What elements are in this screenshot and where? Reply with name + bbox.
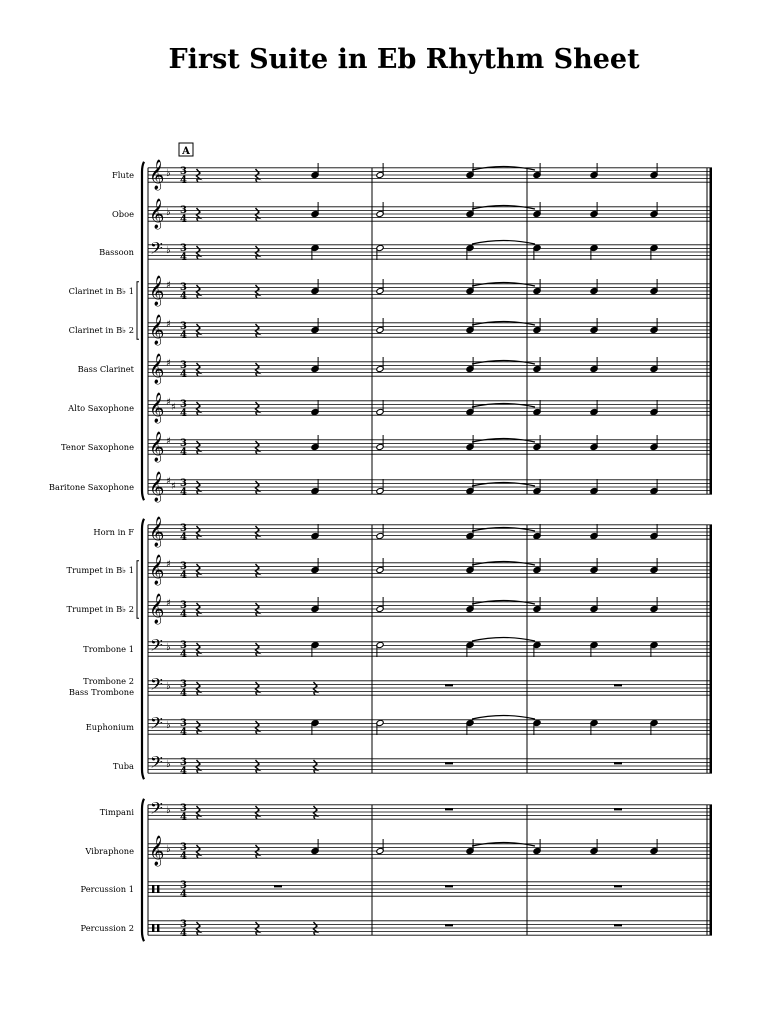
instrument-name: Trombone 2 Bass Trombone	[68, 676, 134, 697]
time-signature-bottom: 4	[180, 214, 187, 225]
percussion-clef-icon	[152, 924, 154, 931]
whole-rest	[445, 924, 453, 926]
staff	[86, 713, 712, 738]
instrument-name: Oboe	[111, 209, 134, 219]
time-signature-top: 3	[180, 166, 187, 177]
staff	[112, 198, 712, 230]
time-signature-top: 3	[180, 880, 187, 891]
time-signature-bottom: 4	[180, 330, 187, 341]
treble-clef-icon: 𝄞	[149, 276, 165, 306]
staff	[93, 516, 712, 548]
time-signature-top: 3	[180, 919, 187, 930]
whole-rest	[445, 762, 453, 764]
time-signature-top: 3	[180, 718, 187, 729]
staff	[67, 392, 712, 424]
treble-clef-icon: 𝄞	[149, 160, 165, 190]
time-signature-top: 3	[180, 321, 187, 332]
quarter-rest	[256, 682, 260, 695]
time-signature-top: 3	[180, 679, 187, 690]
time-signature-bottom: 4	[180, 291, 187, 302]
quarter-rest	[256, 721, 260, 734]
quarter-rest	[197, 564, 201, 577]
flat-icon: ♭	[166, 168, 171, 179]
treble-clef-icon: 𝄞	[149, 432, 165, 462]
quarter-rest	[256, 922, 260, 935]
barline-group	[142, 162, 712, 500]
treble-clef-icon: 𝄞	[149, 836, 165, 866]
treble-clef-icon: 𝄞	[149, 594, 165, 624]
instrument-name: Percussion 2	[80, 923, 134, 933]
quarter-rest	[314, 806, 318, 819]
quarter-rest	[197, 643, 201, 656]
final-barline-thick	[710, 805, 713, 935]
sub-bracket	[137, 561, 139, 618]
instrument-name: Percussion 1	[80, 884, 134, 894]
time-signature-top: 3	[180, 561, 187, 572]
tie	[472, 638, 535, 642]
quarter-rest	[197, 481, 201, 494]
tie	[472, 322, 535, 326]
quarter-rest	[197, 208, 201, 221]
quarter-rest	[197, 246, 201, 259]
final-barline-thick	[710, 168, 713, 494]
section-bracket	[142, 162, 144, 500]
quarter-rest	[197, 682, 201, 695]
sub-bracket	[137, 282, 139, 339]
instrument-name: Euphonium	[85, 722, 134, 732]
time-signature-top: 3	[180, 803, 187, 814]
instrument-name: Bass Clarinet	[77, 364, 134, 374]
instrument-name: Timpani	[99, 807, 134, 817]
whole-rest	[614, 808, 622, 810]
tie	[472, 439, 535, 443]
time-signature-bottom: 4	[180, 609, 187, 620]
quarter-rest	[197, 363, 201, 376]
flat-icon: ♭	[166, 844, 171, 855]
sharp-icon: ♯	[166, 319, 171, 330]
staff	[113, 752, 712, 777]
time-signature-bottom: 4	[180, 851, 187, 862]
staff	[100, 798, 712, 823]
whole-rest	[445, 684, 453, 686]
quarter-rest	[256, 603, 260, 616]
sharp-icon: ♯	[166, 598, 171, 609]
time-signature-top: 3	[180, 205, 187, 216]
time-signature-bottom: 4	[180, 447, 187, 458]
whole-rest	[445, 885, 453, 887]
whole-rest	[445, 808, 453, 810]
barline-group	[142, 799, 712, 941]
instrument-name: Tenor Saxophone	[61, 442, 134, 452]
quarter-rest	[256, 481, 260, 494]
time-signature-top: 3	[180, 282, 187, 293]
section-bracket	[142, 799, 144, 941]
quarter-rest	[197, 845, 201, 858]
time-signature-bottom: 4	[180, 532, 187, 543]
tie	[472, 843, 535, 847]
time-signature-bottom: 4	[180, 570, 187, 581]
time-signature-top: 3	[180, 640, 187, 651]
final-barline-thick	[710, 525, 713, 773]
treble-clef-icon: 𝄞	[149, 472, 165, 502]
quarter-rest	[197, 169, 201, 182]
staff	[99, 238, 712, 263]
sharp-icon: ♯	[166, 436, 171, 447]
whole-rest	[614, 684, 622, 686]
time-signature-top: 3	[180, 360, 187, 371]
staff	[69, 314, 712, 346]
quarter-rest	[197, 324, 201, 337]
bass-clef-icon: 𝄢	[150, 798, 163, 822]
tie	[472, 167, 535, 171]
time-signature-top: 3	[180, 757, 187, 768]
sharp-icon: ♯	[166, 559, 171, 570]
whole-rest	[614, 924, 622, 926]
sharp-icon: ♯	[171, 402, 176, 413]
staff	[69, 674, 712, 699]
time-signature-top: 3	[180, 523, 187, 534]
flat-icon: ♭	[166, 207, 171, 218]
quarter-rest	[314, 682, 318, 695]
time-signature-bottom: 4	[180, 408, 187, 419]
whole-rest	[274, 885, 282, 887]
time-signature-bottom: 4	[180, 487, 187, 498]
tie	[472, 562, 535, 566]
quarter-rest	[256, 564, 260, 577]
tie	[472, 206, 535, 210]
quarter-rest	[197, 402, 201, 415]
quarter-rest	[256, 441, 260, 454]
treble-clef-icon: 𝄞	[149, 517, 165, 547]
time-signature-bottom: 4	[180, 889, 187, 900]
treble-clef-icon: 𝄞	[149, 393, 165, 423]
bass-clef-icon: 𝄢	[150, 674, 163, 698]
quarter-rest	[256, 246, 260, 259]
treble-clef-icon: 𝄞	[149, 354, 165, 384]
percussion-clef-icon	[157, 885, 159, 892]
flat-icon: ♭	[166, 245, 171, 256]
quarter-rest	[256, 845, 260, 858]
flat-icon: ♭	[166, 759, 171, 770]
time-signature-bottom: 4	[180, 727, 187, 738]
flat-icon: ♭	[166, 720, 171, 731]
bass-clef-icon: 𝄢	[150, 713, 163, 737]
instrument-name: Trombone 1	[83, 644, 134, 654]
quarter-rest	[256, 169, 260, 182]
tie	[472, 716, 535, 720]
quarter-rest	[256, 324, 260, 337]
time-signature-bottom: 4	[180, 928, 187, 939]
instrument-name: Flute	[112, 170, 134, 180]
percussion-clef-icon	[157, 924, 159, 931]
staff	[80, 919, 712, 939]
instrument-name: Horn in F	[93, 527, 134, 537]
tie	[472, 241, 535, 245]
quarter-rest	[197, 721, 201, 734]
flat-icon: ♭	[166, 681, 171, 692]
quarter-rest	[314, 922, 318, 935]
quarter-rest	[256, 363, 260, 376]
tie	[472, 601, 535, 605]
time-signature-bottom: 4	[180, 252, 187, 263]
score-title: First Suite in Eb Rhythm Sheet	[168, 44, 640, 75]
quarter-rest	[197, 603, 201, 616]
time-signature-bottom: 4	[180, 766, 187, 777]
staff	[67, 593, 712, 625]
treble-clef-icon: 𝄞	[149, 315, 165, 345]
sharp-icon: ♯	[166, 280, 171, 291]
instrument-name: Bassoon	[99, 247, 134, 257]
quarter-rest	[314, 760, 318, 773]
rehearsal-mark	[179, 143, 193, 157]
quarter-rest	[197, 806, 201, 819]
section-bracket	[142, 519, 144, 779]
rehearsal-mark-label: A	[182, 146, 190, 157]
quarter-rest	[256, 526, 260, 539]
staff	[83, 635, 712, 660]
staff	[69, 275, 712, 307]
instrument-name: Tuba	[112, 761, 134, 771]
time-signature-bottom: 4	[180, 812, 187, 823]
percussion-clef-icon	[152, 885, 154, 892]
quarter-rest	[256, 285, 260, 298]
time-signature-top: 3	[180, 399, 187, 410]
bass-clef-icon: 𝄢	[150, 238, 163, 262]
tie	[472, 283, 535, 287]
quarter-rest	[197, 285, 201, 298]
time-signature-top: 3	[180, 438, 187, 449]
quarter-rest	[256, 806, 260, 819]
instrument-name: Trumpet in B♭ 1	[66, 565, 134, 575]
staff	[112, 159, 712, 191]
time-signature-top: 3	[180, 842, 187, 853]
bass-clef-icon: 𝄢	[150, 752, 163, 776]
sharp-icon: ♯	[166, 476, 171, 487]
quarter-rest	[256, 208, 260, 221]
flat-icon: ♭	[166, 805, 171, 816]
instrument-name: Clarinet in B♭ 2	[68, 325, 134, 335]
instrument-name: Alto Saxophone	[68, 403, 134, 413]
instrument-name: Vibraphone	[85, 846, 134, 856]
quarter-rest	[256, 402, 260, 415]
instrument-name: Trumpet in B♭ 2	[66, 604, 134, 614]
sharp-icon: ♯	[171, 481, 176, 492]
time-signature-bottom: 4	[180, 688, 187, 699]
staff	[67, 554, 712, 586]
time-signature-bottom: 4	[180, 649, 187, 660]
quarter-rest	[197, 441, 201, 454]
time-signature-top: 3	[180, 600, 187, 611]
time-signature-top: 3	[180, 243, 187, 254]
treble-clef-icon: 𝄞	[149, 555, 165, 585]
quarter-rest	[256, 643, 260, 656]
time-signature-top: 3	[180, 478, 187, 489]
quarter-rest	[197, 760, 201, 773]
instrument-name: Clarinet in B♭ 1	[68, 286, 134, 296]
quarter-rest	[256, 760, 260, 773]
whole-rest	[614, 885, 622, 887]
flat-icon: ♭	[166, 642, 171, 653]
sharp-icon: ♯	[166, 358, 171, 369]
sharp-icon: ♯	[166, 397, 171, 408]
staff	[78, 353, 712, 385]
tie	[472, 361, 535, 365]
staff	[61, 431, 712, 463]
bass-clef-icon: 𝄢	[150, 635, 163, 659]
instrument-name: Baritone Saxophone	[48, 482, 134, 492]
staff	[84, 835, 712, 867]
whole-rest	[614, 762, 622, 764]
treble-clef-icon: 𝄞	[149, 199, 165, 229]
time-signature-bottom: 4	[180, 175, 187, 186]
quarter-rest	[197, 526, 201, 539]
staff	[80, 880, 712, 900]
time-signature-bottom: 4	[180, 369, 187, 380]
quarter-rest	[197, 922, 201, 935]
